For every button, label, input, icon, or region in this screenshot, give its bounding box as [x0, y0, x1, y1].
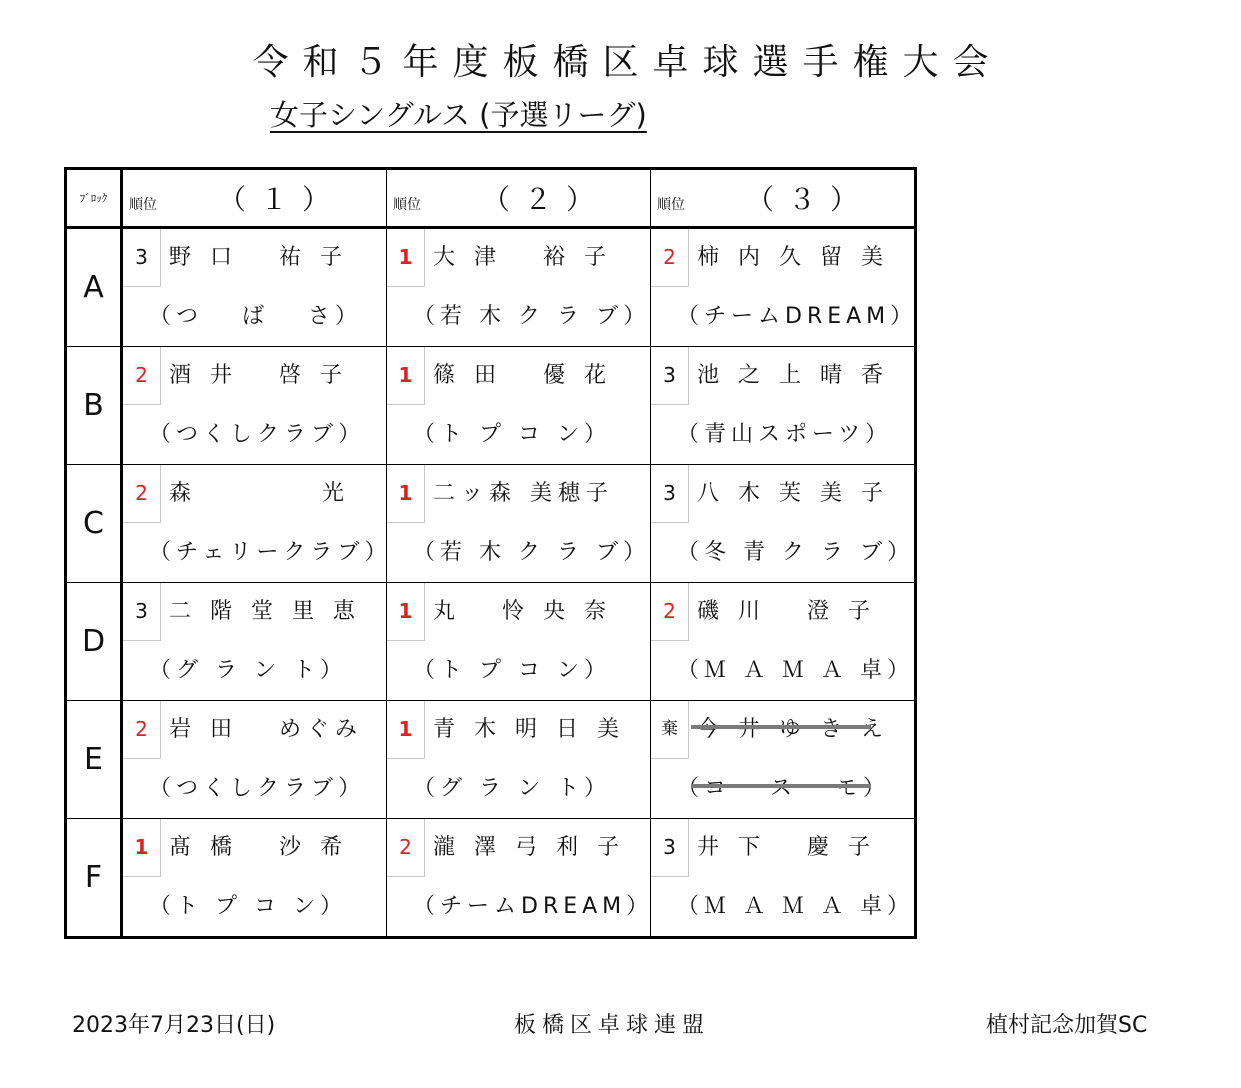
player-cell [387, 701, 651, 819]
group-header-1 [122, 169, 387, 228]
page-title: 令和５年度板橋区卓球選手権大会 [252, 42, 1003, 83]
group-number: （２） [482, 183, 609, 216]
page-subtitle: 女子シングルス (予選リーグ) [270, 98, 647, 132]
player-name: 青 木 明 日 美 [433, 717, 625, 742]
player-club: （つくしクラブ） [149, 776, 366, 801]
player-club: （つ ば さ） [149, 304, 362, 329]
player-cell [651, 819, 916, 938]
player-club: （Ｍ Ａ Ｍ Ａ 卓） [677, 894, 914, 919]
header-row [66, 169, 916, 228]
player-name: 岩 田 めぐみ [169, 717, 363, 742]
player-cell [122, 819, 387, 938]
rank-value: 1 [387, 465, 425, 523]
block-row [66, 819, 916, 938]
group-header-3 [651, 169, 916, 228]
rank-value: 2 [123, 347, 161, 405]
player-cell [387, 819, 654, 938]
player-club: （グ ラ ン ト） [413, 776, 611, 801]
block-label: A [66, 228, 122, 347]
block-label: F [66, 819, 122, 938]
rank-label: 順位 [129, 197, 157, 213]
rank-value: 2 [123, 465, 161, 523]
block-row [66, 228, 916, 347]
player-name: 酒 井 啓 子 [169, 363, 348, 388]
block-label: C [66, 465, 122, 583]
strikethrough-line [691, 725, 871, 729]
player-cell [651, 701, 916, 819]
player-name: 池 之 上 晴 香 [697, 363, 889, 388]
player-club: （青山スポーツ） [677, 422, 893, 447]
block-label: E [66, 701, 122, 819]
rank-value: 3 [651, 347, 689, 405]
player-cell [122, 583, 387, 701]
player-name: 髙 橋 沙 希 [169, 835, 348, 860]
player-cell [387, 465, 651, 583]
player-club: （つくしクラブ） [149, 422, 366, 447]
player-cell [387, 347, 651, 465]
footer-date: 2023年7月23日(日) [72, 1013, 276, 1038]
player-club: （ト プ コ ン） [413, 422, 611, 447]
player-club: （ト プ コ ン） [413, 658, 611, 683]
group-number: （１） [218, 183, 345, 216]
player-cell [387, 228, 651, 347]
player-club: （グ ラ ン ト） [149, 658, 347, 683]
rank-value: 3 [651, 465, 689, 523]
player-club: （冬 青 ク ラ ブ） [677, 540, 915, 565]
rank-value: 2 [651, 583, 689, 641]
rank-value: 1 [387, 229, 425, 287]
player-cell [387, 583, 651, 701]
rank-value: 棄 [651, 701, 689, 759]
player-cell [122, 228, 387, 347]
player-name: 磯 川 澄 子 [697, 599, 876, 624]
player-club: （若 木 ク ラ ブ） [413, 304, 651, 329]
player-club: （若 木 ク ラ ブ） [413, 540, 651, 565]
rank-value: 1 [387, 347, 425, 405]
player-name: 柿 内 久 留 美 [697, 245, 889, 270]
block-label: D [66, 583, 122, 701]
rank-value: 3 [651, 819, 689, 877]
rank-label: 順位 [657, 197, 685, 213]
strikethrough-line [691, 784, 871, 788]
rank-value: 1 [387, 583, 425, 641]
rank-label: 順位 [393, 197, 421, 213]
player-club: （チームDREAM） [677, 304, 918, 329]
group-number: （３） [746, 183, 873, 216]
player-cell [651, 228, 916, 347]
group-header-2 [387, 169, 651, 228]
block-row [66, 347, 916, 465]
player-cell [122, 701, 387, 819]
block-header: ﾌﾞﾛｯｸ [66, 169, 122, 228]
player-name: 篠 田 優 花 [433, 363, 612, 388]
block-label: B [66, 347, 122, 465]
player-name: 森 光 [169, 481, 350, 506]
player-name: 今 井 ゆ き え [697, 717, 889, 742]
player-name: 二ッ森 美穂子 [433, 481, 614, 506]
rank-value: 1 [387, 701, 425, 759]
player-club: （チェリークラブ） [149, 540, 392, 565]
block-row [66, 701, 916, 819]
rank-value: 3 [123, 583, 161, 641]
player-name: 井 下 慶 子 [697, 835, 876, 860]
rank-value: 1 [123, 819, 161, 877]
player-club: （ト プ コ ン） [149, 894, 347, 919]
player-name: 丸 怜 央 奈 [433, 599, 612, 624]
league-table [64, 167, 917, 939]
player-name: 大 津 裕 子 [433, 245, 612, 270]
player-name: 瀧 澤 弓 利 子 [433, 835, 625, 860]
player-club: （チームDREAM） [413, 894, 654, 919]
rank-value: 3 [123, 229, 161, 287]
footer-organizer: 板橋区卓球連盟 [514, 1013, 711, 1038]
footer-venue: 植村記念加賀SC [986, 1013, 1148, 1038]
player-club: （コ ス モ） [677, 776, 890, 801]
player-club: （Ｍ Ａ Ｍ Ａ 卓） [677, 658, 914, 683]
player-name: 八 木 芙 美 子 [697, 481, 889, 506]
player-cell [651, 583, 916, 701]
block-row [66, 465, 916, 583]
player-cell [651, 465, 916, 583]
player-cell [651, 347, 916, 465]
rank-value: 2 [387, 819, 425, 877]
rank-value: 2 [651, 229, 689, 287]
player-cell [122, 347, 387, 465]
player-cell [122, 465, 392, 583]
rank-value: 2 [123, 701, 161, 759]
block-row [66, 583, 916, 701]
player-name: 野 口 祐 子 [169, 245, 348, 270]
player-name: 二 階 堂 里 恵 [169, 599, 361, 624]
